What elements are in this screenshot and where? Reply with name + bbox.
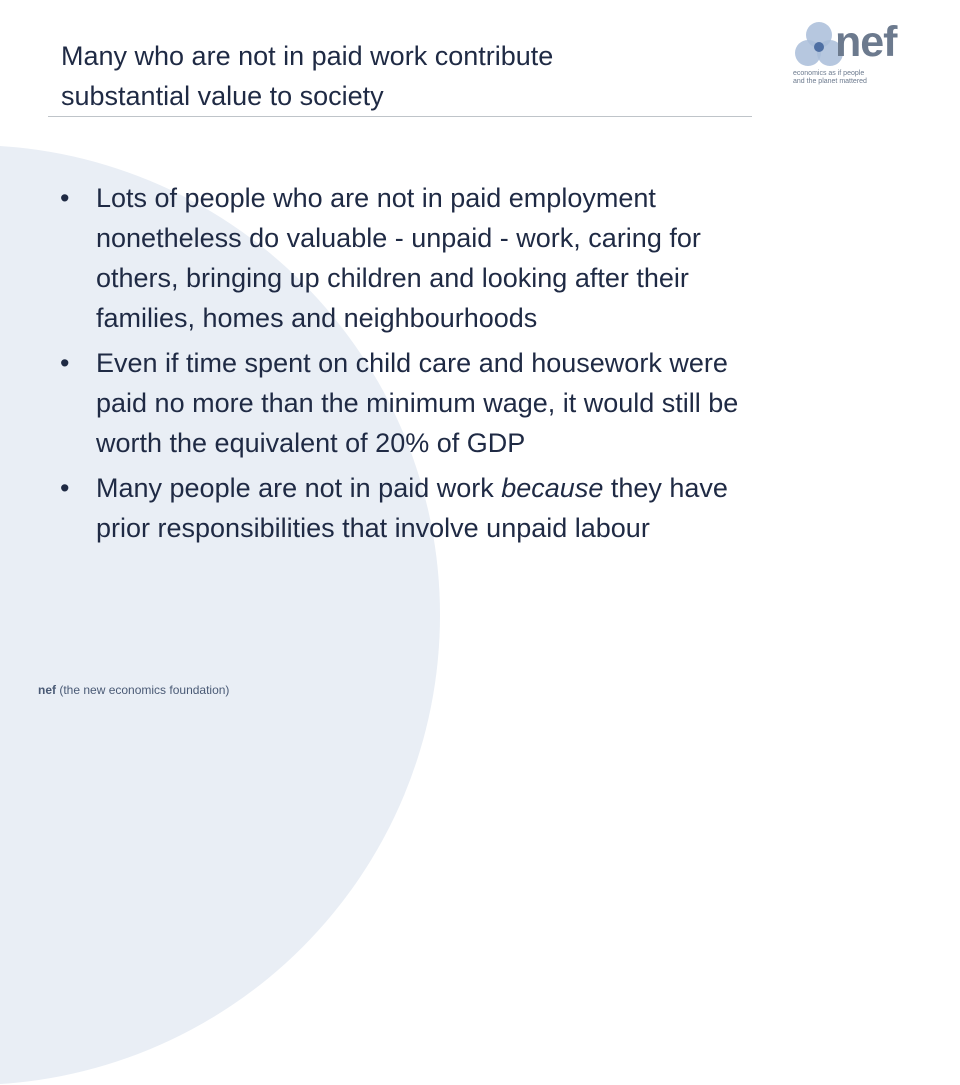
bullet-line: [96, 468, 858, 508]
logo-tagline-line: economics as if people: [793, 70, 865, 77]
footer-org-name: nef: [38, 683, 56, 697]
nef-logo: [793, 18, 923, 96]
bullet-line: prior responsibilities that involve unpaid labour: [96, 513, 650, 543]
slide-title: [61, 36, 721, 116]
emphasis-text: because: [501, 473, 604, 503]
bullet-text: they have: [603, 473, 728, 503]
bullet-line: paid no more than the minimum wage, it would still be: [96, 388, 739, 418]
bullet-item: [58, 468, 858, 548]
logo-tagline-line: and the planet mattered: [793, 78, 867, 85]
bullet-marker: •: [60, 183, 70, 213]
title-divider: [48, 116, 752, 117]
bullet-line: Even if time spent on child care and housework were: [96, 348, 728, 378]
title-line: substantial value to society: [61, 81, 384, 111]
footer-credit: [38, 682, 229, 698]
footer-org-description: (the new economics foundation): [56, 683, 230, 697]
bullet-item: [58, 343, 858, 463]
bullet-item: [58, 178, 858, 338]
bullet-line: nonetheless do valuable - unpaid - work, caring for: [96, 223, 701, 253]
title-line: Many who are not in paid work contribute: [61, 41, 554, 71]
logo-wordmark: nef: [835, 18, 897, 66]
bullet-line: families, homes and neighbourhoods: [96, 303, 538, 333]
logo-tagline: [793, 70, 913, 86]
bullet-marker: •: [60, 473, 70, 503]
bullet-list: [58, 178, 858, 553]
bullet-text: Many people are not in paid work: [96, 473, 502, 503]
bullet-line: worth the equivalent of 20% of GDP: [96, 428, 526, 458]
bullet-line: Lots of people who are not in paid employment: [96, 183, 656, 213]
bullet-marker: •: [60, 348, 70, 378]
bullet-line: others, bringing up children and looking after their: [96, 263, 689, 293]
